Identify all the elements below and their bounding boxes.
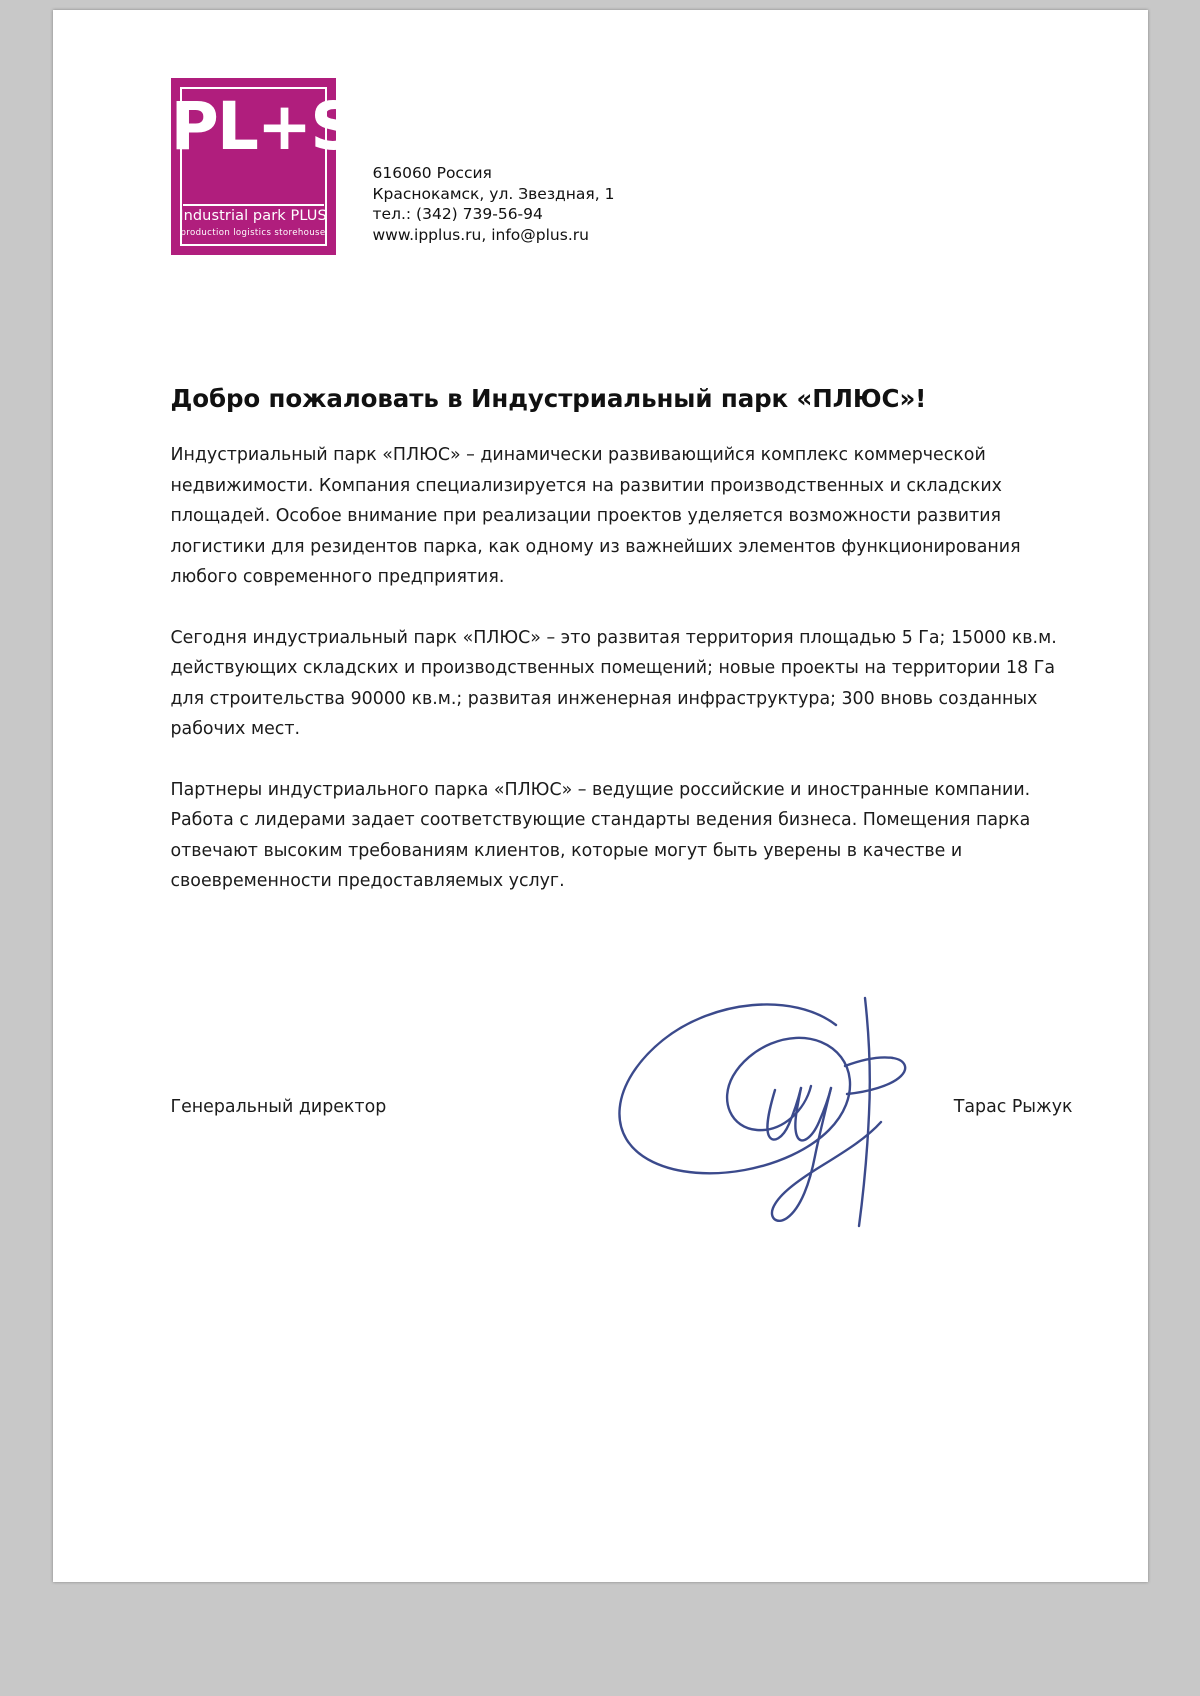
signatory-role: Генеральный директор — [170, 1097, 387, 1117]
paragraph-3: Партнеры индустриального парка «ПЛЮС» – ведущие российские и иностранные компании. Работа с лидерами задает соответствующие стандарты ведения бизнеса. Помещения парка отвечают высоким требованиям клиентов, которые могут быть уверены в качестве и своевременности предоставляемых услуг. — [170, 779, 1031, 891]
contact-address-country: 616060 Россия — [372, 164, 492, 182]
document-page — [53, 10, 1148, 1582]
letterhead — [171, 78, 615, 255]
paragraph-1: Индустриальный парк «ПЛЮС» – динамически развивающийся комплекс коммерческой недвижимости. Компания специализируется на развитии производственных и складских площадей. Особое внимание при реализации проектов уделяется возможности развития логистики для резидентов парка, как одному из важнейших элементов функционирования любого современного предприятия. — [170, 445, 1021, 587]
company-logo — [170, 78, 356, 255]
contact-web-email: www.ipplus.ru, info@plus.ru — [372, 225, 589, 244]
contact-address-street: Краснокамск, ул. Звездная, 1 — [372, 184, 615, 203]
letter-body — [171, 440, 1073, 927]
paragraph-2: Сегодня индустриальный парк «ПЛЮС» – это развитая территория площадью 5 Га; 15000 кв.м. действующих складских и производственных помещений; новые проекты на территории 18 Га для строительства 90000 кв.м.; развитая инженерная инфраструктура; 300 вновь созданных рабочих мест. — [170, 627, 1057, 739]
logo-wordmark: PL+S — [170, 88, 356, 165]
signature-line — [171, 1097, 1073, 1117]
logo-subtitle: Industrial park PLUS — [179, 208, 327, 224]
signatory-name: Тарас Рыжук — [953, 1097, 1073, 1117]
logo-tagline: production logistics storehouse — [180, 228, 326, 238]
logo-divider — [183, 204, 324, 206]
page-title: Добро пожаловать в Индустриальный парк «ПЛЮС»! — [170, 384, 927, 414]
contact-block — [373, 163, 615, 245]
handwritten-signature — [593, 970, 953, 1270]
contact-phone: тел.: (342) 739-56-94 — [372, 205, 543, 223]
